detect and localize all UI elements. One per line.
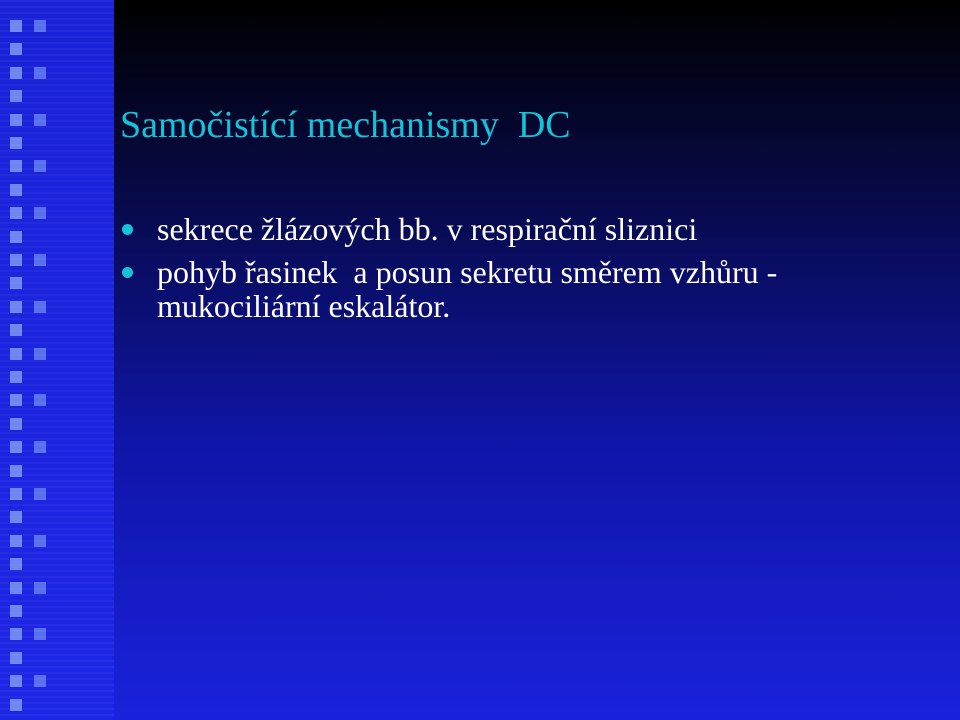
bullet-item	[120, 255, 940, 323]
decorative-square	[10, 114, 22, 126]
decorative-square	[10, 394, 22, 406]
decorative-square	[10, 277, 22, 289]
decorative-square	[10, 254, 22, 266]
decorative-square	[10, 488, 22, 500]
decorative-square	[10, 605, 22, 617]
decorative-square	[10, 90, 22, 102]
decorative-square	[34, 67, 46, 79]
decorative-square	[10, 652, 22, 664]
decorative-square	[10, 348, 22, 360]
decorative-square	[34, 675, 46, 687]
decorative-square	[34, 628, 46, 640]
decorative-square	[34, 301, 46, 313]
decorative-square	[10, 67, 22, 79]
decorative-square	[34, 160, 46, 172]
bullet-text: pohyb řasinek a posun sekretu směrem vzhůru - mukociliární eskalátor.	[157, 254, 786, 324]
decorative-square	[34, 441, 46, 453]
decorative-square	[10, 582, 22, 594]
bullet-dot-icon	[122, 267, 133, 278]
decorative-square	[10, 511, 22, 523]
decorative-square	[10, 20, 22, 32]
bullet-text: sekrece žlázových bb. v respirační sliznici	[157, 211, 698, 247]
bullet-list	[120, 212, 940, 332]
decorative-square	[34, 348, 46, 360]
decorative-square	[10, 231, 22, 243]
left-decorative-strip	[0, 0, 114, 720]
decorative-square	[10, 43, 22, 55]
decorative-square	[10, 558, 22, 570]
decorative-square	[34, 535, 46, 547]
decorative-square	[10, 465, 22, 477]
decorative-square	[34, 582, 46, 594]
decorative-square	[34, 394, 46, 406]
slide-title: Samočistící mechanismy DC	[120, 104, 571, 146]
decorative-square	[10, 184, 22, 196]
decorative-square	[10, 207, 22, 219]
decorative-square	[10, 371, 22, 383]
decorative-square	[10, 301, 22, 313]
decorative-square	[34, 207, 46, 219]
decorative-square	[34, 20, 46, 32]
decorative-square	[10, 418, 22, 430]
decorative-square	[10, 699, 22, 711]
decorative-square	[10, 324, 22, 336]
decorative-square	[10, 628, 22, 640]
bullet-dot-icon	[122, 224, 133, 235]
decorative-square	[10, 535, 22, 547]
decorative-square	[34, 114, 46, 126]
decorative-square	[10, 160, 22, 172]
decorative-square	[34, 254, 46, 266]
bullet-item	[120, 212, 940, 246]
decorative-square	[10, 137, 22, 149]
decorative-square	[10, 441, 22, 453]
decorative-square	[34, 488, 46, 500]
decorative-square	[10, 675, 22, 687]
